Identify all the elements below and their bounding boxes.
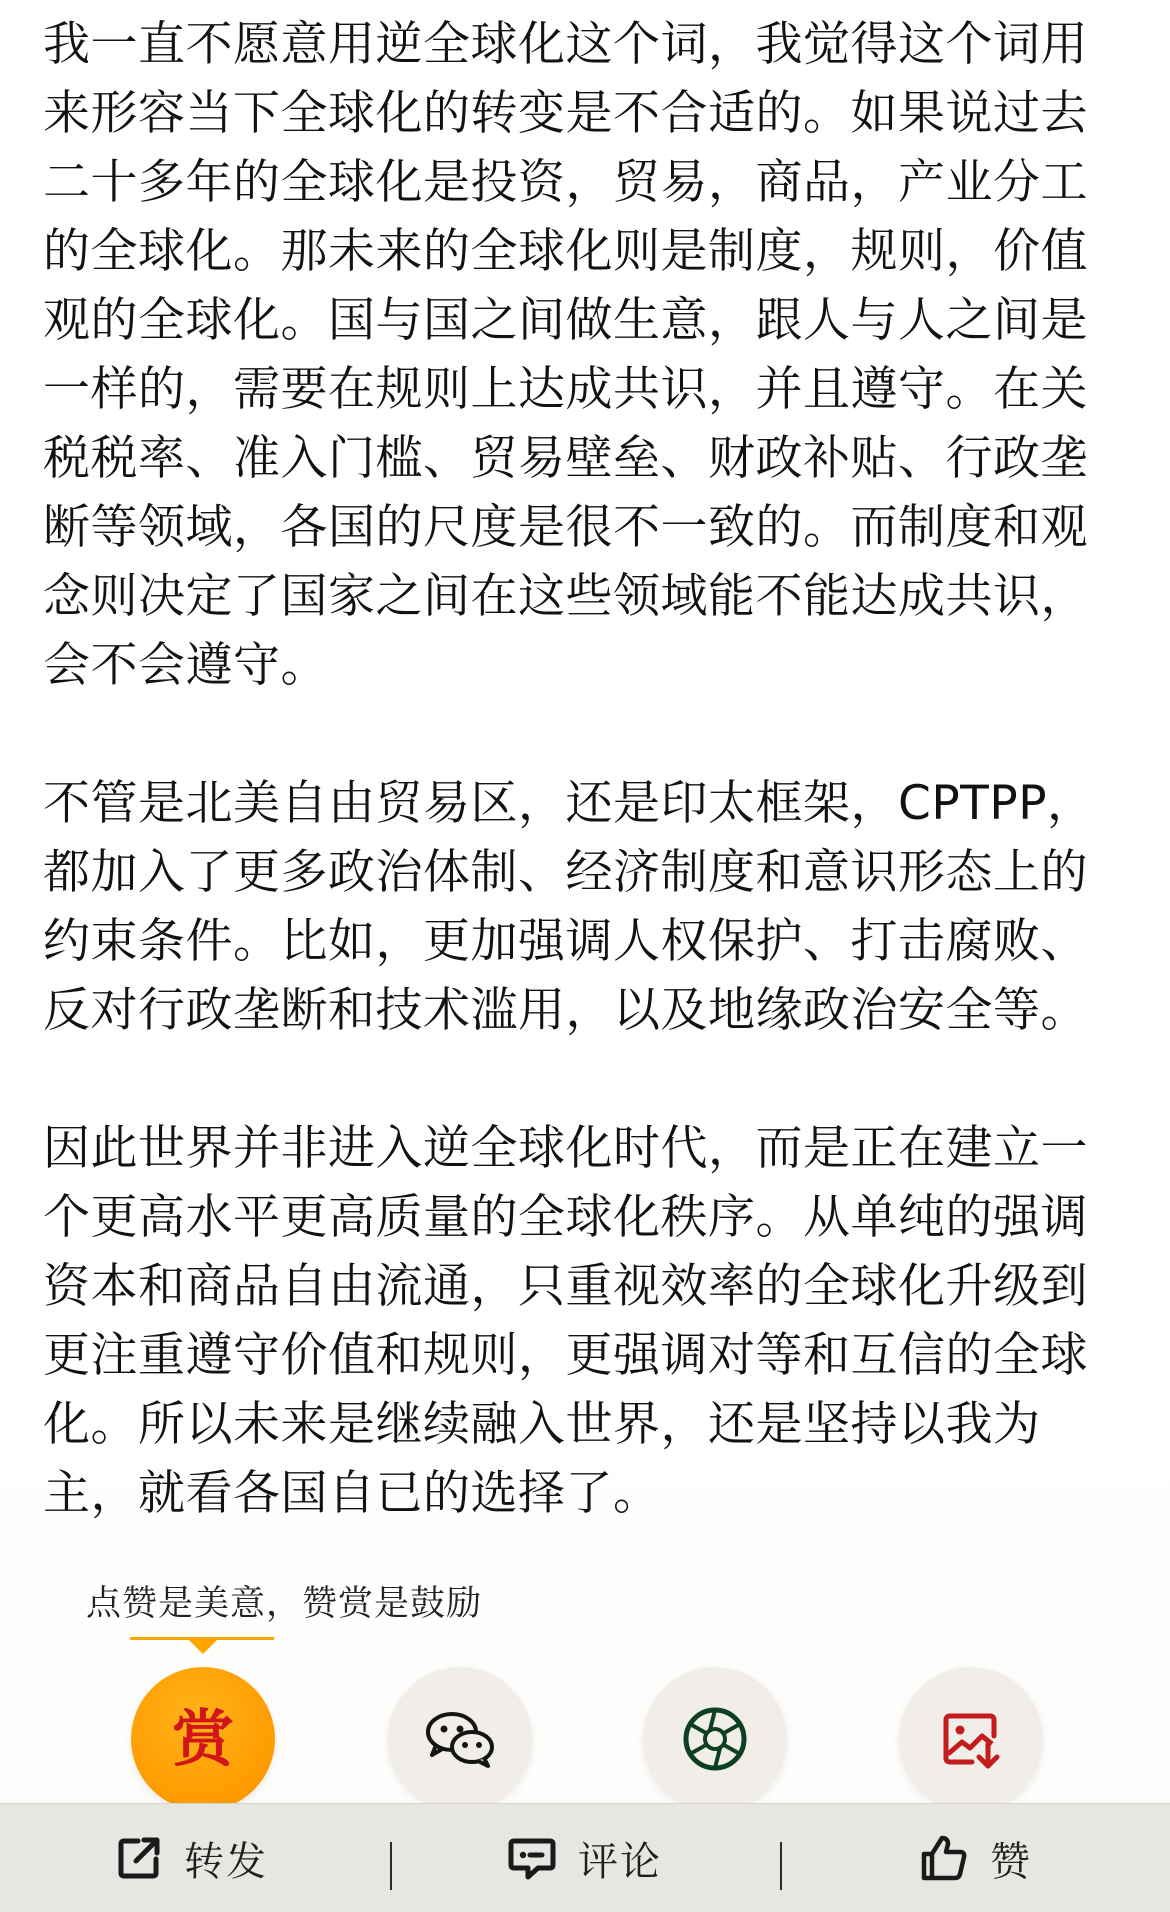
reward-char: 赏 xyxy=(171,1702,234,1775)
comment-icon xyxy=(508,1835,556,1881)
reward-button[interactable] xyxy=(131,1667,275,1811)
save-image-icon xyxy=(938,1706,1004,1772)
forward-label: 转发 xyxy=(184,1838,268,1885)
comment-button[interactable] xyxy=(508,1804,662,1912)
article-paragraph-1: 我一直不愿意用逆全球化这个词，我觉得这个词用 来形容当下全球化的转变是不合适的。如果说过去 二十多年的全球化是投资，贸易，商品，产业分工 的全球化。那未来的全球化则是制度，规则，价值 观的全球化。国与国之间做生意，跟人与人之间是 一样的，需要在规则上达成共识，并且遵守。在关 税税率、准入门槛、贸易壁垒、财政补贴、行政垄 断等领域，各国的尺度是很不一致的。而制度和观 念则决定了国家之间在这些领域能不能达成共识， 会不会遵守。 xyxy=(43,17,1088,693)
article-paragraph-3: 因此世界并非进入逆全球化时代，而是正在建立一 个更高水平更高质量的全球化秩序。从单纯的强调 资本和商品自由流通，只重视效率的全球化升级到 更注重遵守价值和规则，更强调对等和互信的全球 化。所以未来是继续融入世界，还是坚持以我为 主，就看各国自已的选择了。 xyxy=(43,1121,1088,1521)
article-paragraph-2: 不管是北美自由贸易区，还是印太框架，CPTPP， 都加入了更多政治体制、经济制度和意识形态上的 约束条件。比如，更加强调人权保护、打击腐败、 反对行政垄断和技术滥用，以及地缘政治安全等。 xyxy=(43,776,1095,1038)
save-image-button[interactable] xyxy=(899,1667,1043,1811)
bottom-action-bar xyxy=(0,1803,1170,1912)
share-icon xyxy=(116,1835,162,1881)
reward-tip: 点赞是美意，赞赏是鼓励 xyxy=(86,1584,483,1624)
comment-label: 评论 xyxy=(578,1838,662,1885)
like-button[interactable] xyxy=(920,1804,1032,1912)
forward-button[interactable] xyxy=(116,1804,268,1912)
like-label: 赞 xyxy=(990,1838,1032,1885)
share-moments-button[interactable] xyxy=(643,1667,787,1811)
bar-divider xyxy=(390,1842,392,1890)
moments-icon xyxy=(680,1704,750,1774)
bar-divider xyxy=(780,1842,782,1890)
share-wechat-button[interactable] xyxy=(388,1667,532,1811)
thumbs-up-icon xyxy=(920,1834,968,1882)
wechat-icon xyxy=(422,1707,498,1771)
reward-pointer xyxy=(189,1640,217,1654)
